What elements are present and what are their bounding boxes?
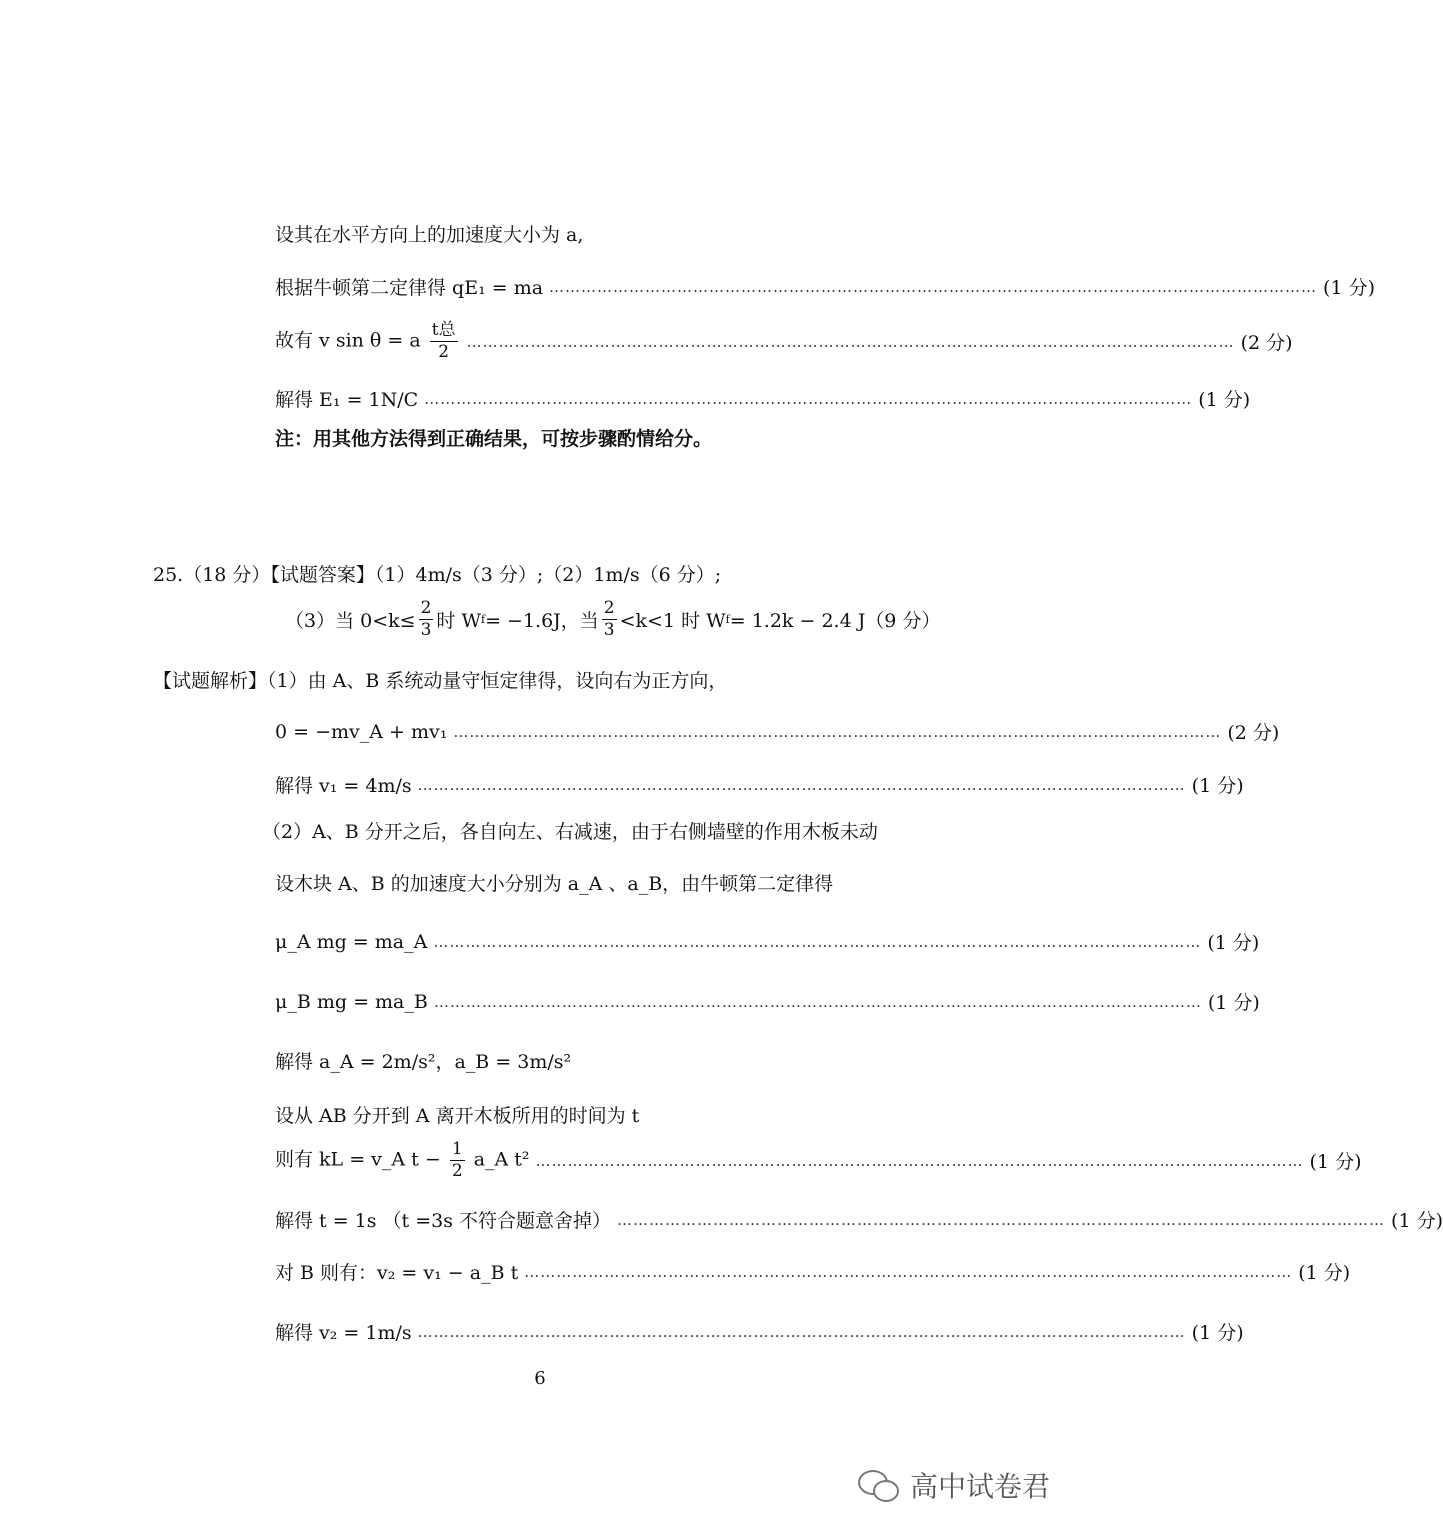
equation: 对 B 则有：v₂ = v₁ − a_B t xyxy=(275,1262,519,1284)
page-number: 6 xyxy=(534,1368,546,1389)
equation: μ_B mg = ma_B xyxy=(275,990,428,1013)
text-line-content: 设其在水平方向上的加速度大小为 a, xyxy=(275,224,584,246)
grading-note xyxy=(275,424,712,451)
points-label: (1 分) xyxy=(1207,992,1260,1014)
scored-line xyxy=(275,273,1376,300)
equation-part: a_A t² xyxy=(473,1148,530,1171)
fraction-denominator: 3 xyxy=(420,620,432,640)
fraction-numerator: 1 xyxy=(451,1139,463,1159)
text-line-content: 解得 a_A = 2m/s²，a_B = 3m/s² xyxy=(275,1051,572,1073)
scored-line xyxy=(275,771,1244,798)
leader-dots: ……………………………………………………………………………………………………………………………… xyxy=(433,992,1202,1011)
points-label: (2 分) xyxy=(1227,722,1280,744)
equation: 根据牛顿第二定律得 qE₁ = ma xyxy=(275,277,544,299)
fraction-denominator: 3 xyxy=(603,620,615,640)
leader-dots: ……………………………………………………………………………………………………………………………… xyxy=(453,722,1222,741)
equation: 0 = −mv_A + mv₁ xyxy=(275,720,448,743)
points-label: (1 分) xyxy=(1207,932,1260,954)
answer-text: （3）当 0<k≤ xyxy=(285,610,416,632)
answer-text: 时 W xyxy=(436,610,481,632)
question-header xyxy=(153,560,721,587)
fraction-numerator: t总 xyxy=(431,320,456,340)
scored-line xyxy=(275,320,1293,362)
points-label: (2 分) xyxy=(1240,332,1293,354)
text-line xyxy=(275,220,583,247)
answer-text: = −1.6J，当 xyxy=(485,610,599,632)
fraction-denominator: 2 xyxy=(438,342,450,362)
fraction xyxy=(419,600,434,639)
analysis-heading xyxy=(153,666,727,693)
leader-dots: ……………………………………………………………………………………………………………………………… xyxy=(535,1151,1304,1170)
text-line xyxy=(275,1101,639,1128)
leader-dots: ……………………………………………………………………………………………………………………………… xyxy=(417,775,1186,794)
leader-dots: ……………………………………………………………………………………………………………………………… xyxy=(549,277,1318,296)
scored-line xyxy=(275,928,1260,955)
scored-line xyxy=(275,385,1251,412)
equation-part: 故有 v sin θ = a xyxy=(275,329,421,352)
equation-part: 则有 kL = v_A t − xyxy=(275,1148,441,1171)
points-label: (1 分) xyxy=(1191,1322,1244,1344)
answer-text: = 1.2k − 2.4 J（9 分） xyxy=(729,610,941,632)
points-label: (1 分) xyxy=(1298,1262,1351,1284)
text-line xyxy=(275,869,833,896)
leader-dots: ……………………………………………………………………………………………………………………………… xyxy=(424,389,1193,408)
equation: 解得 E₁ = 1N/C xyxy=(275,389,419,411)
text-line xyxy=(275,1047,571,1074)
answer-part-3 xyxy=(285,600,940,639)
note-text: 注：用其他方法得到正确结果，可按步骤酌情给分。 xyxy=(275,428,713,450)
text-line-content: 设从 AB 分开到 A 离开木板所用的时间为 t xyxy=(275,1105,640,1127)
scored-line xyxy=(275,988,1260,1015)
points-label: (1 分) xyxy=(1309,1151,1362,1173)
leader-dots: ……………………………………………………………………………………………………………………………… xyxy=(433,932,1202,951)
leader-dots: ……………………………………………………………………………………………………………………………… xyxy=(524,1262,1293,1281)
scored-line xyxy=(275,718,1280,745)
equation xyxy=(275,1141,530,1180)
fraction xyxy=(430,322,458,361)
wechat-icon xyxy=(858,1470,898,1500)
watermark xyxy=(858,1465,1050,1505)
watermark-text: 高中试卷君 xyxy=(909,1470,1050,1503)
leader-dots: ……………………………………………………………………………………………………………………………… xyxy=(417,1322,1186,1341)
equation xyxy=(275,322,461,361)
leader-dots: ……………………………………………………………………………………………………………………………… xyxy=(617,1210,1386,1229)
leader-dots: ……………………………………………………………………………………………………………………………… xyxy=(466,332,1235,351)
scored-line xyxy=(275,1139,1362,1181)
fraction-numerator: 2 xyxy=(603,598,615,618)
subscript: f xyxy=(725,613,730,626)
equation: 解得 v₂ = 1m/s xyxy=(275,1322,412,1344)
fraction-denominator: 2 xyxy=(451,1161,463,1181)
fraction xyxy=(450,1141,465,1180)
text-line-content: （2）A、B 分开之后，各自向左、右减速，由于右侧墙壁的作用木板未动 xyxy=(262,821,878,843)
equation: μ_A mg = ma_A xyxy=(275,930,428,953)
points-label: (1 分) xyxy=(1391,1210,1443,1232)
points-label: (1 分) xyxy=(1323,277,1376,299)
equation: 解得 t = 1s （t =3s 不符合题意舍掉） xyxy=(275,1210,612,1232)
equation: 解得 v₁ = 4m/s xyxy=(275,775,412,797)
fraction xyxy=(602,600,617,639)
scored-line xyxy=(275,1258,1351,1285)
points-label: (1 分) xyxy=(1191,775,1244,797)
scored-line xyxy=(275,1206,1443,1233)
text-line xyxy=(262,817,878,844)
scored-line xyxy=(275,1318,1244,1345)
points-label: (1 分) xyxy=(1198,389,1251,411)
subscript: f xyxy=(480,613,486,626)
question-header-text: 25.（18 分）【试题答案】（1）4m/s（3 分）;（2）1m/s（6 分）; xyxy=(153,564,722,586)
fraction-numerator: 2 xyxy=(420,598,432,618)
analysis-text: 【试题解析】（1）由 A、B 系统动量守恒定律得，设向右为正方向， xyxy=(153,670,728,692)
text-line-content: 设木块 A、B 的加速度大小分别为 a_A 、a_B，由牛顿第二定律得 xyxy=(275,873,834,895)
answer-text: <k<1 时 W xyxy=(619,610,726,632)
